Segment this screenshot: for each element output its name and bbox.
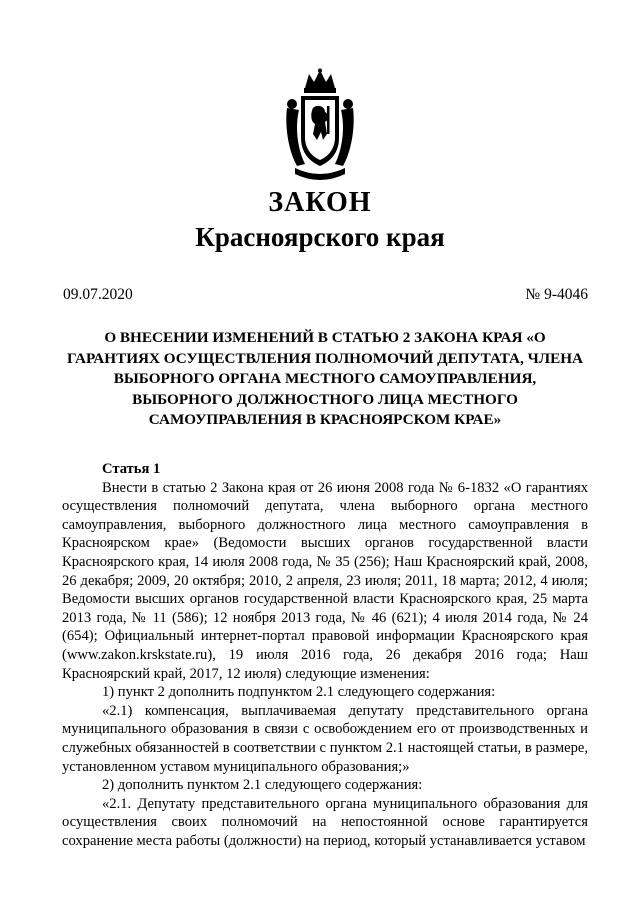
- paragraph: 2) дополнить пунктом 2.1 следующего содержания:: [102, 777, 423, 794]
- document-meta: [63, 286, 588, 304]
- law-heading: О ВНЕСЕНИИ ИЗМЕНЕНИЙ В СТАТЬЮ 2 ЗАКОНА КРАЯ «О ГАРАНТИЯХ ОСУЩЕСТВЛЕНИЯ ПОЛНОМОЧИЙ ДЕПУТАТА, ЧЛЕНА ВЫБОРНОГО ОРГАНА МЕСТНОГО САМОУПРАВЛЕНИЯ, ВЫБОРНОГО ДОЛЖНОСТНОГО ЛИЦА МЕСТНОГО САМОУПРАВЛЕНИЯ В КРАСНОЯРСКОМ КРАЕ»: [67, 329, 583, 428]
- document-number: № 9-4046: [525, 286, 588, 303]
- law-region: Красноярского края: [195, 222, 445, 252]
- paragraph: «2.1) компенсация, выплачиваемая депутату представительного органа муниципального образования в связи с освобождением его от производственных и служебных обязанностей в соответствии с пунктом 2.1 настоящей статьи, в размере, установленном уставом муниципального образования;»: [62, 702, 588, 775]
- paragraph: Внести в статью 2 Закона края от 26 июня 2008 года № 6-1832 «О гарантиях осуществления полномочий депутата, члена выборного органа местного самоуправления, выборного должностного лица местного самоуправления в Красноярском крае» (Ведомости высших органов государственной власти Красноярского края, 14 июля 2008 года, № 35 (256); Наш Красноярский край, 2008, 26 декабря; 2009, 20 октября; 2010, 2 апреля, 23 июля; 2011, 18 марта; 2012, 4 июля; Ведомости высших органов государственной власти Красноярского края, 25 марта 2013 года, № 11 (586); 12 ноября 2013 года, № 46 (621); 4 июля 2014 года, № 24 (654); Официальный интернет-портал правовой информации Красноярского края (www.zakon.krskstate.ru), 19 июля 2016 года, 26 декабря 2016 года; Наш Красноярский край, 2017, 12 июля) следующие изменения:: [62, 479, 588, 682]
- article-title: Статья 1: [102, 461, 161, 477]
- article-body: [62, 460, 588, 850]
- paragraph: 1) пункт 2 дополнить подпунктом 2.1 следующего содержания:: [102, 684, 496, 701]
- document-date: 09.07.2020: [63, 286, 133, 303]
- coat-of-arms-icon: [283, 68, 357, 186]
- paragraph: «2.1. Депутату представительного органа муниципального образования для осуществления своих полномочий на непостоянной основе гарантируется сохранение места работы (должности) на период, который устанавливается уставом: [62, 795, 588, 849]
- law-title: ЗАКОН: [268, 187, 372, 218]
